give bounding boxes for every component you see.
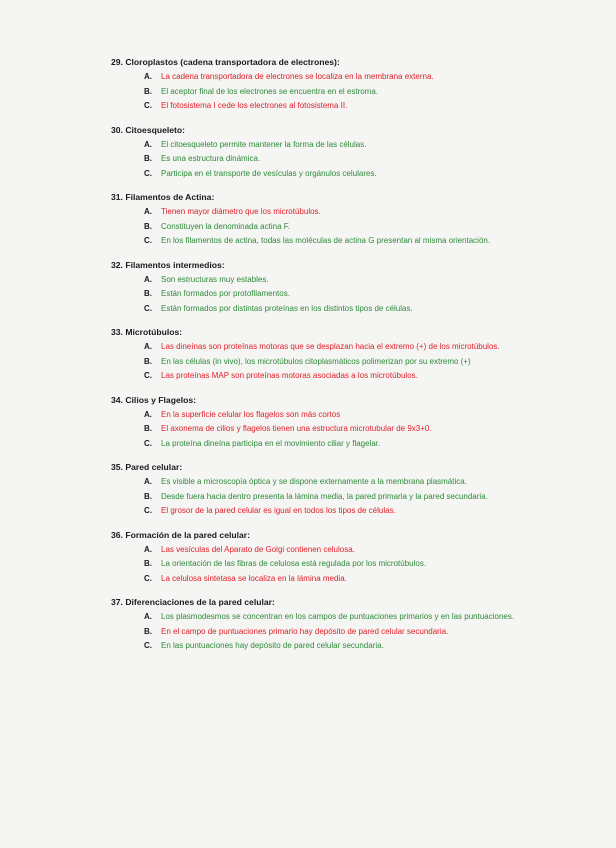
question-title: 37. Diferenciaciones de la pared celular: xyxy=(111,597,275,607)
question-block xyxy=(111,191,581,249)
option-text: La proteína dineína participa en el movimiento ciliar y flagelar. xyxy=(161,438,381,448)
option-letter: A. xyxy=(144,544,152,554)
answer-option xyxy=(111,504,581,519)
option-list xyxy=(111,610,581,654)
answer-option xyxy=(111,220,581,235)
option-letter: B. xyxy=(144,424,152,433)
option-letter: C. xyxy=(144,573,152,583)
question-title: 32. Filamentos intermedios: xyxy=(111,259,225,270)
question-title: 33. Microtúbulos: xyxy=(111,327,183,337)
answer-option xyxy=(111,543,581,558)
option-text: En el campo de puntuaciones primario hay depósito de pared celular secundaria. xyxy=(161,626,449,636)
option-text: Las vesículas del Aparato de Golgi contienen celulosa. xyxy=(161,544,355,554)
answer-option xyxy=(111,152,581,167)
option-list xyxy=(111,475,581,519)
option-list xyxy=(111,205,581,249)
answer-option xyxy=(111,302,581,317)
option-text: El axonema de cilios y flagelos tienen una estructura microtubular de 9x3+0. xyxy=(161,424,432,433)
question-block xyxy=(111,259,581,317)
option-letter: C. xyxy=(144,438,152,448)
option-list xyxy=(111,408,581,452)
answer-option xyxy=(111,70,581,85)
option-text: Constituyen la denominada actina F. xyxy=(161,221,290,231)
answer-option xyxy=(111,138,581,153)
answer-option xyxy=(111,99,581,114)
option-list xyxy=(111,138,581,182)
answer-option xyxy=(111,273,581,288)
answer-option xyxy=(111,639,581,654)
option-text: El aceptor final de los electrones se encuentra en el estroma. xyxy=(161,86,379,96)
option-text: Las proteínas MAP son proteínas motoras asociadas a los microtúbulos. xyxy=(161,371,418,380)
answer-option xyxy=(111,340,581,355)
option-text: El citoesqueleto permite mantener la forma de las células. xyxy=(161,139,367,149)
option-list xyxy=(111,340,581,384)
option-text: Están formados por distintas proteínas en los distintos tipos de células. xyxy=(161,303,413,313)
answer-option xyxy=(111,355,581,370)
answer-option xyxy=(111,490,581,505)
option-letter: C. xyxy=(144,168,152,178)
answer-option xyxy=(111,557,581,572)
option-text: La cadena transportadora de electrones se localiza en la membrana externa. xyxy=(161,72,434,81)
option-letter: C. xyxy=(144,371,152,380)
question-block xyxy=(111,394,581,452)
option-letter: A. xyxy=(144,342,152,351)
answer-option xyxy=(111,369,581,384)
option-letter: B. xyxy=(144,86,152,96)
option-letter: A. xyxy=(144,274,152,284)
question-title: 31. Filamentos de Actina: xyxy=(111,192,215,202)
option-letter: A. xyxy=(144,477,152,486)
question-block xyxy=(111,124,581,182)
option-text: El fotosistema I cede los electrones al fotosistema II. xyxy=(161,101,348,110)
answer-option xyxy=(111,205,581,220)
option-text: La celulosa sintetasa se localiza en la lámina media. xyxy=(161,573,347,583)
option-text: Desde fuera hacia dentro presenta la lámina media, la pared primaria y la pared secundaria. xyxy=(161,491,488,501)
answer-option xyxy=(111,287,581,302)
option-letter: C. xyxy=(144,236,152,245)
option-text: Tienen mayor diámetro que los microtúbulos. xyxy=(161,207,321,216)
option-list xyxy=(111,273,581,317)
answer-option xyxy=(111,610,581,625)
option-letter: B. xyxy=(144,559,152,568)
answer-option xyxy=(111,234,581,249)
option-letter: B. xyxy=(144,356,152,366)
option-letter: B. xyxy=(144,289,152,298)
option-text: Las dineínas son proteínas motoras que se desplazan hacia el extremo (+) de los microtúbulos. xyxy=(161,342,500,351)
question-block xyxy=(111,326,581,384)
option-letter: C. xyxy=(144,641,152,650)
question-block xyxy=(111,461,581,519)
question-list xyxy=(111,56,581,664)
option-text: Es una estructura dinámica. xyxy=(161,154,261,163)
option-text: En la superficie celular los flagelos son más cortos xyxy=(161,409,341,419)
question-title: 36. Formación de la pared celular: xyxy=(111,529,250,540)
option-letter: A. xyxy=(144,207,152,216)
answer-option xyxy=(111,625,581,640)
question-block xyxy=(111,596,581,654)
question-title: 35. Pared celular: xyxy=(111,462,183,472)
option-text: El grosor de la pared celular es igual en todos los tipos de células. xyxy=(161,506,396,515)
question-title: 34. Cilios y Flagelos: xyxy=(111,394,197,405)
question-block xyxy=(111,529,581,587)
answer-option xyxy=(111,167,581,182)
option-text: En los filamentos de actina, todas las moléculas de actina G presentan al misma orientación. xyxy=(161,236,491,245)
option-letter: A. xyxy=(144,409,152,419)
option-text: Participa en el transporte de vesículas y orgánulos celulares. xyxy=(161,168,377,178)
option-text: Están formados por protofilamentos. xyxy=(161,289,290,298)
question-title: 30. Citoesqueleto: xyxy=(111,124,186,135)
option-letter: C. xyxy=(144,101,152,110)
question-title: 29. Cloroplastos (cadena transportadora de electrones): xyxy=(111,57,340,67)
option-letter: A. xyxy=(144,72,152,81)
question-block xyxy=(111,56,581,114)
answer-option xyxy=(111,475,581,490)
answer-option xyxy=(111,422,581,437)
option-letter: B. xyxy=(144,221,152,231)
option-list xyxy=(111,70,581,114)
option-text: Son estructuras muy estables. xyxy=(161,274,269,284)
answer-option xyxy=(111,408,581,423)
option-letter: B. xyxy=(144,626,152,636)
option-letter: A. xyxy=(144,139,152,149)
option-letter: B. xyxy=(144,491,152,501)
option-text: Es visible a microscopía óptica y se dispone externamente a la membrana plasmática. xyxy=(161,477,467,486)
option-letter: B. xyxy=(144,154,152,163)
answer-option xyxy=(111,437,581,452)
answer-option xyxy=(111,85,581,100)
option-letter: C. xyxy=(144,506,152,515)
option-text: En las células (in vivo), los microtúbulos citoplasmáticos polimerizan por su extremo (+) xyxy=(161,356,471,366)
option-text: En las puntuaciones hay depósito de pared celular secundaria. xyxy=(161,641,384,650)
option-letter: C. xyxy=(144,303,152,313)
option-text: La orientación de las fibras de celulosa está regulada por los microtúbulos. xyxy=(161,559,427,568)
option-list xyxy=(111,543,581,587)
option-letter: A. xyxy=(144,612,152,621)
answer-option xyxy=(111,572,581,587)
option-text: Los plasmodesmos se concentran en los campos de puntuaciones primarios y en las puntuaciones. xyxy=(161,612,515,621)
